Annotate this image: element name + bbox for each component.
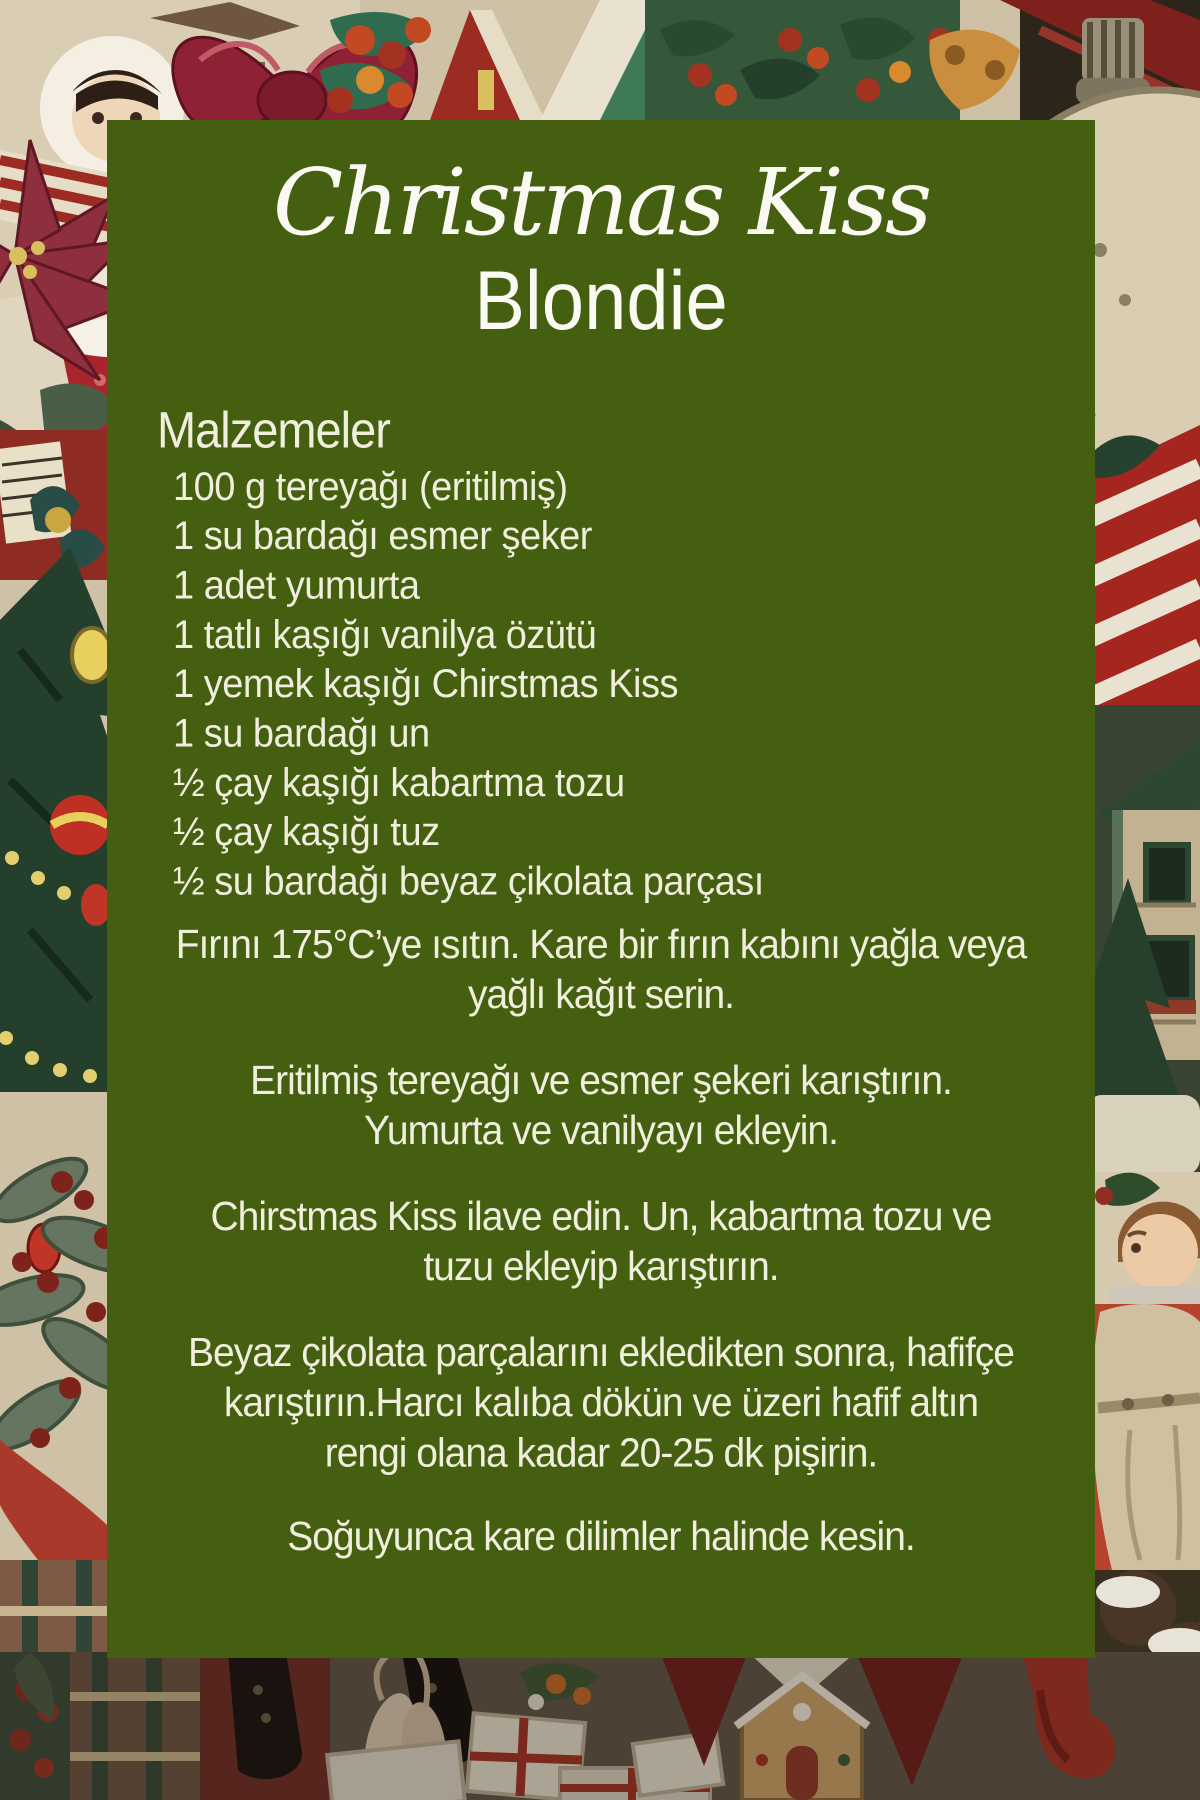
boy-face-icon: [1086, 1172, 1200, 1308]
boy-in-coat-icon: [1086, 1304, 1200, 1574]
step-paragraph-3: [109, 1192, 1094, 1293]
ingredient-item: 1 adet yumurta: [173, 563, 420, 608]
ingredient-item: 1 su bardağı esmer şeker: [173, 514, 592, 559]
ingredient-item: 100 g tereyağı (eritilmiş): [173, 465, 568, 510]
step-line: Eritilmiş tereyağı ve esmer şekeri karıştırın.: [250, 1058, 952, 1104]
step-line: tuzu ekleyip karıştırın.: [423, 1244, 779, 1290]
step-paragraph-5: [109, 1512, 1094, 1562]
ingredient-item: 1 tatlı kaşığı vanilya özütü: [173, 613, 597, 658]
step-line: Soğuyunca kare dilimler halinde kesin.: [287, 1514, 915, 1560]
steps-section: [107, 920, 1095, 1560]
ingredient-item: ½ çay kaşığı tuz: [173, 810, 440, 855]
ingredients-heading: Malzemeler: [157, 401, 390, 459]
ingredient-item: ½ çay kaşığı kabartma tozu: [173, 761, 625, 806]
village-house-icon: [1086, 705, 1200, 1175]
ingredient-item: 1 su bardağı un: [173, 711, 430, 756]
ingredient-item: 1 yemek kaşığı Chirstmas Kiss: [173, 662, 678, 707]
bottom-vignette: [0, 1652, 1200, 1800]
step-paragraph-1: [109, 920, 1094, 1021]
ingredient-item: ½ su bardağı beyaz çikolata parçası: [173, 859, 764, 904]
step-paragraph-4: [109, 1328, 1094, 1479]
step-line: yağlı kağıt serin.: [468, 972, 734, 1018]
candy-stripe-ribbon-icon: [1085, 425, 1200, 745]
step-line: Yumurta ve vanilyayı ekleyin.: [364, 1108, 838, 1154]
step-line: Beyaz çikolata parçalarını ekledikten sonra, hafifçe: [188, 1330, 1014, 1376]
step-line: karıştırın.Harcı kalıba dökün ve üzeri hafif altın: [223, 1380, 979, 1426]
recipe-title-sub: Blondie: [474, 254, 728, 348]
step-line: Fırını 175°C’ye ısıtın. Kare bir fırın kabını yağla veya: [175, 922, 1027, 968]
sheet-music-icon: [0, 430, 112, 580]
recipe-panel: [107, 120, 1095, 1658]
step-line: Chirstmas Kiss ilave edin. Un, kabartma tozu ve: [210, 1194, 992, 1240]
ingredients-list: [173, 463, 1095, 907]
recipe-title-script: Christmas Kiss: [272, 149, 930, 256]
step-line: rengi olana kadar 20-25 dk pişirin.: [324, 1430, 878, 1477]
step-paragraph-2: [109, 1056, 1094, 1157]
